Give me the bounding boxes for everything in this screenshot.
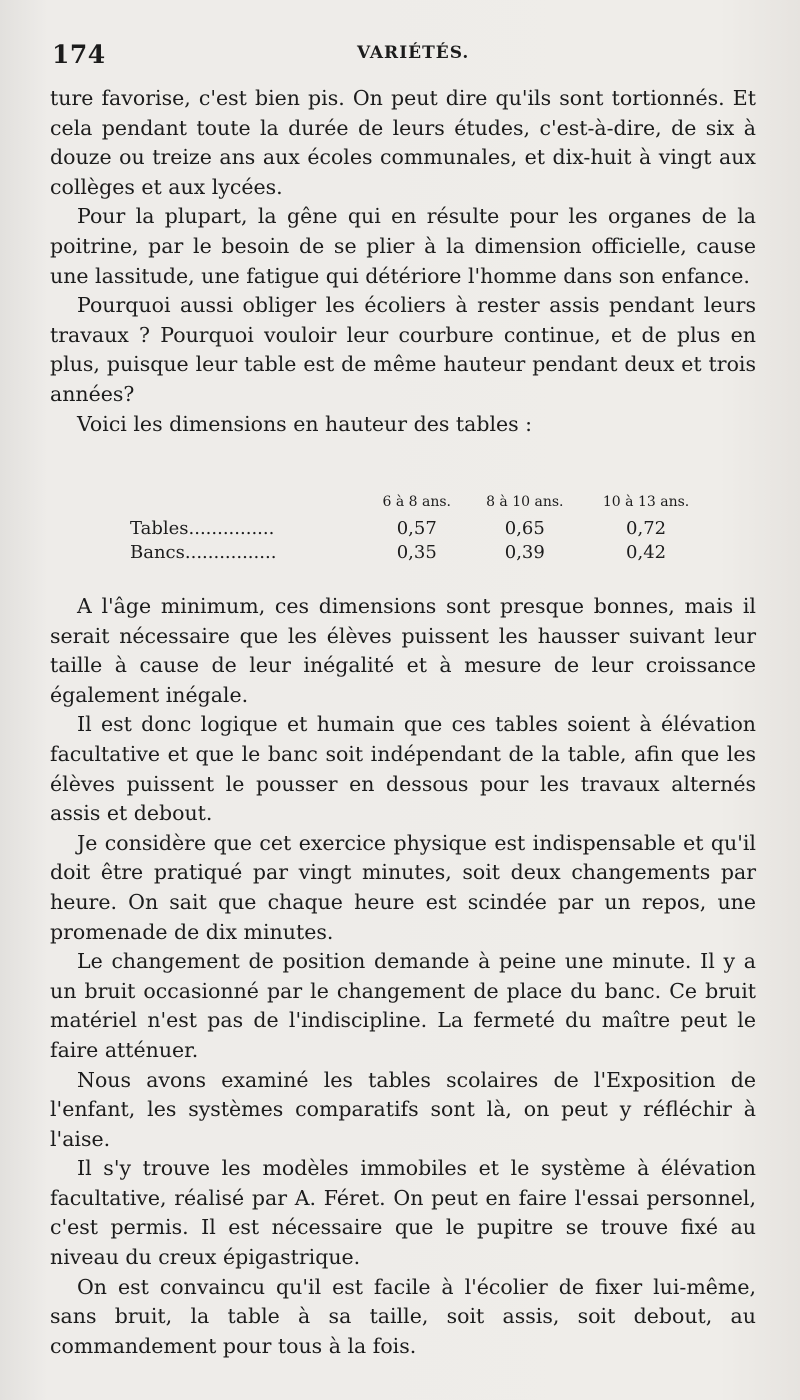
paragraph: Pourquoi aussi obliger les écoliers à rester assis pendant leurs travaux ? Pourquoi vouloir leur courbure continue, et de plus en plus, puisque leur table est de même hauteur pendant deux et trois années? [50, 293, 756, 406]
column-header: 6 à 8 ans. [382, 494, 451, 510]
table-row [130, 540, 710, 564]
table-cell: 0,39 [504, 541, 545, 563]
text-block-top [50, 84, 756, 439]
table-cell: 0,65 [504, 517, 545, 539]
paragraph: Le changement de position demande à peine une minute. Il y a un bruit occasionné par le changement de place du banc. Ce bruit matériel n'est pas de l'indiscipline. La fermeté du maître peut le faire atténuer. [50, 949, 756, 1062]
text-block-bottom [50, 592, 756, 1361]
page-number: 174 [52, 40, 106, 69]
column-header: 10 à 13 ans. [602, 494, 690, 510]
row-label: Bancs................ [130, 541, 277, 563]
table-cell: 0,57 [396, 517, 437, 539]
table-header-row [130, 494, 710, 516]
paragraph: Il est donc logique et humain que ces tables soient à élévation facultative et que le banc soit indépendant de la table, afin que les élèves puissent le pousser en dessous pour les travaux alternés assis et debout. [50, 712, 756, 826]
paragraph: Pour la plupart, la gêne qui en résulte pour les organes de la poitrine, par le besoin de se plier à la dimension officielle, cause une lassitude, une fatigue qui détériore l'homme dans son enfance. [50, 204, 756, 288]
column-header: 8 à 10 ans. [486, 494, 564, 510]
table-row [130, 516, 710, 540]
paragraph: A l'âge minimum, ces dimensions sont presque bonnes, mais il serait nécessaire que les élèves puissent les hausser suivant leur taille à cause de leur inégalité et à mesure de leur croissance également inégale. [50, 594, 756, 707]
row-label: Tables............... [130, 517, 275, 539]
page-header [52, 40, 752, 74]
paragraph: ture favorise, c'est bien pis. On peut dire qu'ils sont tortionnés. Et cela pendant toute la durée de leurs études, c'est-à-dire, de six à douze ou treize ans aux écoles communales, et dix-huit à vingt aux collèges et aux lycées. [50, 86, 756, 199]
paragraph: Il s'y trouve les modèles immobiles et le système à élévation facultative, réalisé par A. Féret. On peut en faire l'essai personnel, c'est permis. Il est nécessaire que le pupitre se trouve fixé au niveau du creux épigastrique. [50, 1156, 756, 1270]
paragraph: On est convaincu qu'il est facile à l'écolier de fixer lui-même, sans bruit, la table à sa taille, soit assis, soit debout, au commandement pour tous à la fois. [50, 1274, 756, 1358]
paragraph: Je considère que cet exercice physique est indispensable et qu'il doit être pratiqué par vingt minutes, soit deux changements par heure. On sait que chaque heure est scindée par un repos, une promenade de dix minutes. [50, 830, 756, 944]
table-cell: 0,35 [396, 541, 437, 563]
table-cell: 0,42 [626, 541, 667, 563]
paragraph: Nous avons examiné les tables scolaires de l'Exposition de l'enfant, les systèmes comparatifs sont là, on peut y réfléchir à l'aise. [50, 1067, 756, 1151]
table-cell: 0,72 [626, 517, 667, 539]
running-head: VARIÉTÉS. [357, 43, 470, 63]
dimensions-table [130, 494, 710, 564]
paragraph: Voici les dimensions en hauteur des tables : [77, 411, 533, 436]
